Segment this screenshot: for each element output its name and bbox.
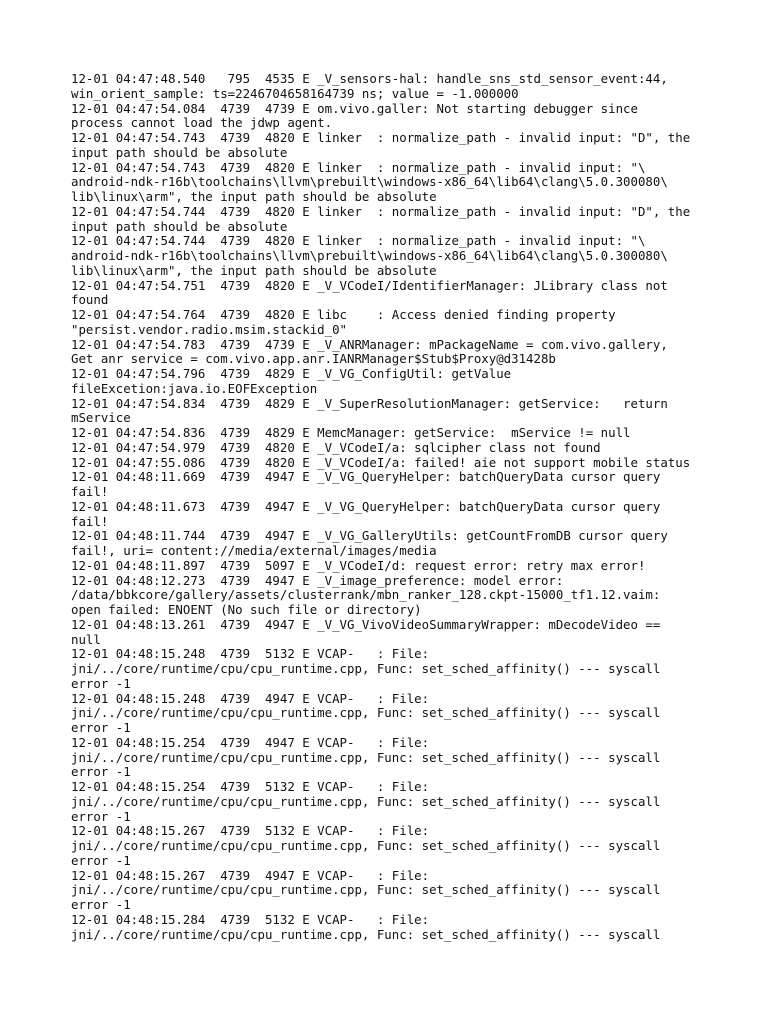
log-line: 12-01 04:48:11.897 4739 5097 E _V_VCodeI/d: request error: retry max error!	[71, 557, 646, 573]
log-line: 12-01 04:48:15.267 4739 4947 E VCAP- : File:	[71, 867, 430, 883]
log-line: /data/bbkcore/gallery/assets/clusterrank/mbn_ranker_128.ckpt-15000_tf1.12.vaim:	[71, 587, 661, 603]
log-line: fail!	[71, 484, 109, 499]
log-line: fail!, uri= content://media/external/images/media	[71, 543, 437, 558]
log-line: error -1	[71, 897, 131, 912]
log-line: 12-01 04:47:54.751 4739 4820 E _V_VCodeI/IdentifierManager: JLibrary class not	[71, 277, 668, 293]
log-line: 12-01 04:47:54.084 4739 4739 E om.vivo.galler: Not starting debugger since	[71, 100, 638, 116]
log-line: 12-01 04:47:54.834 4739 4829 E _V_SuperResolutionManager: getService: return	[71, 395, 668, 411]
log-line: open failed: ENOENT (No such file or directory)	[71, 602, 422, 617]
log-line: 12-01 04:47:54.836 4739 4829 E MemcManager: getService: mService != null	[71, 425, 631, 440]
log-line: jni/../core/runtime/cpu/cpu_runtime.cpp, Func: set_sched_affinity() --- syscall	[71, 749, 661, 765]
log-line: jni/../core/runtime/cpu/cpu_runtime.cpp, Func: set_sched_affinity() --- syscall	[71, 926, 661, 942]
log-line: 12-01 04:48:15.267 4739 5132 E VCAP- : File:	[71, 823, 430, 839]
log-line: fail!	[71, 513, 109, 529]
log-line: 12-01 04:48:11.669 4739 4947 E _V_VG_QueryHelper: batchQueryData cursor query	[71, 469, 661, 485]
log-line: error -1	[71, 808, 131, 824]
log-line: 12-01 04:48:13.261 4739 4947 E _V_VG_VivoVideoSummaryWrapper: mDecodeVideo ==	[71, 616, 661, 632]
log-line: 12-01 04:47:48.540 795 4535 E _V_sensors-hal: handle_sns_std_sensor_event:44,	[71, 71, 668, 86]
log-line: lib\linux\arm", the input path should be absolute	[71, 262, 437, 278]
log-line: 12-01 04:47:54.796 4739 4829 E _V_VG_ConfigUtil: getValue	[71, 366, 512, 381]
log-line: jni/../core/runtime/cpu/cpu_runtime.cpp, Func: set_sched_affinity() --- syscall	[71, 661, 661, 676]
log-line: null	[71, 631, 101, 647]
log-line: 12-01 04:48:15.284 4739 5132 E VCAP- : File:	[71, 911, 430, 927]
log-line: 12-01 04:47:54.743 4739 4820 E linker : normalize_path - invalid input: "\	[71, 159, 646, 175]
log-line: 12-01 04:48:15.248 4739 4947 E VCAP- : File:	[71, 690, 430, 706]
log-line: "persist.vendor.radio.msim.stackid_0"	[71, 321, 348, 337]
log-line: 12-01 04:47:54.979 4739 4820 E _V_VCodeI/a: sqlcipher class not found	[71, 439, 601, 455]
log-line: 12-01 04:47:54.783 4739 4739 E _V_ANRManager: mPackageName = com.vivo.gallery,	[71, 336, 668, 352]
log-line: 12-01 04:48:12.273 4739 4947 E _V_image_preference: model error:	[71, 572, 564, 588]
log-line: fileExcetion:java.io.EOFException	[71, 380, 318, 396]
log-line: input path should be absolute	[71, 144, 288, 160]
log-line: 12-01 04:47:54.764 4739 4820 E libc : Access denied finding property	[71, 307, 616, 322]
log-line: 12-01 04:48:15.254 4739 5132 E VCAP- : File:	[71, 779, 430, 794]
log-page	[71, 72, 711, 942]
log-line: Get anr service = com.vivo.app.anr.IANRManager$Stub$Proxy@d31428b	[71, 351, 556, 367]
log-line: process cannot load the jdwp agent.	[71, 115, 333, 131]
log-line: mService	[71, 410, 131, 426]
log-line: error -1	[71, 764, 131, 780]
log-line: android-ndk-r16b\toolchains\llvm\prebuilt\windows-x86_64\lib64\clang\5.0.300080\	[71, 174, 668, 190]
log-text-block	[71, 72, 711, 942]
log-line: input path should be absolute	[71, 218, 288, 234]
log-line: jni/../core/runtime/cpu/cpu_runtime.cpp, Func: set_sched_affinity() --- syscall	[71, 705, 661, 721]
log-line: 12-01 04:48:11.744 4739 4947 E _V_VG_GalleryUtils: getCountFromDB cursor query	[71, 528, 668, 544]
log-line: 12-01 04:48:15.254 4739 4947 E VCAP- : File:	[71, 734, 430, 750]
log-line: error -1	[71, 852, 131, 868]
log-line: win_orient_sample: ts=2246704658164739 ns; value = -1.000000	[71, 85, 519, 101]
log-line: 12-01 04:47:54.744 4739 4820 E linker : normalize_path - invalid input: "\	[71, 233, 646, 249]
log-line: error -1	[71, 720, 131, 735]
log-line: jni/../core/runtime/cpu/cpu_runtime.cpp, Func: set_sched_affinity() --- syscall	[71, 882, 661, 898]
log-line: jni/../core/runtime/cpu/cpu_runtime.cpp, Func: set_sched_affinity() --- syscall	[71, 793, 661, 809]
log-line: 12-01 04:48:11.673 4739 4947 E _V_VG_QueryHelper: batchQueryData cursor query	[71, 498, 661, 514]
log-line: 12-01 04:48:15.248 4739 5132 E VCAP- : File:	[71, 646, 430, 662]
log-line: 12-01 04:47:54.744 4739 4820 E linker : normalize_path - invalid input: "D", the	[71, 203, 691, 219]
log-line: 12-01 04:47:55.086 4739 4820 E _V_VCodeI/a: failed! aie not support mobile status	[71, 454, 691, 470]
log-line: lib\linux\arm", the input path should be absolute	[71, 189, 437, 204]
log-line: found	[71, 292, 109, 308]
log-line: error -1	[71, 675, 131, 691]
log-line: jni/../core/runtime/cpu/cpu_runtime.cpp, Func: set_sched_affinity() --- syscall	[71, 838, 661, 853]
log-line: 12-01 04:47:54.743 4739 4820 E linker : normalize_path - invalid input: "D", the	[71, 130, 691, 145]
log-line: android-ndk-r16b\toolchains\llvm\prebuilt\windows-x86_64\lib64\clang\5.0.300080\	[71, 248, 668, 263]
